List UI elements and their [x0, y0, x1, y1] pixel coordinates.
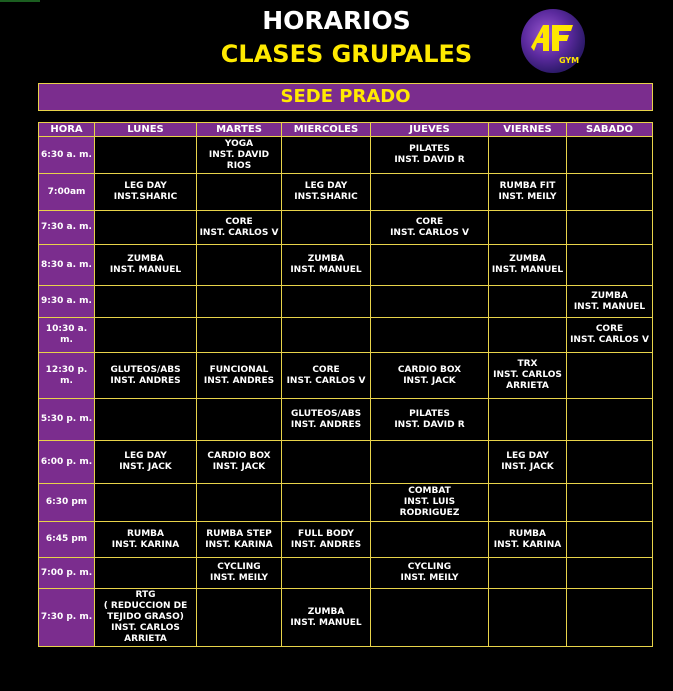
class-cell-lunes: RUMBA INST. KARINA	[95, 522, 197, 558]
class-cell-martes: YOGA INST. DAVID RIOS	[197, 137, 282, 174]
class-cell-lunes	[95, 318, 197, 353]
class-cell-lunes: ZUMBA INST. MANUEL	[95, 245, 197, 286]
class-cell-martes	[197, 484, 282, 522]
schedule-row	[39, 211, 653, 245]
class-cell-sabado	[567, 399, 653, 441]
class-cell-miercoles: CORE INST. CARLOS V	[282, 353, 371, 399]
class-cell-sabado	[567, 484, 653, 522]
column-header-martes: MARTES	[197, 123, 282, 137]
class-cell-jueves: CYCLING INST. MEILY	[371, 558, 489, 589]
class-cell-jueves	[371, 318, 489, 353]
class-cell-sabado	[567, 137, 653, 174]
class-cell-lunes	[95, 286, 197, 318]
time-slot: 6:30 a. m.	[39, 137, 95, 174]
schedule-row	[39, 484, 653, 522]
time-slot: 6:45 pm	[39, 522, 95, 558]
class-cell-miercoles: FULL BODY INST. ANDRES	[282, 522, 371, 558]
column-header-viernes: VIERNES	[489, 123, 567, 137]
gym-logo	[519, 7, 587, 75]
class-cell-lunes: LEG DAY INST. JACK	[95, 441, 197, 484]
column-header-jueves: JUEVES	[371, 123, 489, 137]
schedule-row	[39, 318, 653, 353]
class-cell-viernes	[489, 286, 567, 318]
class-cell-jueves	[371, 174, 489, 211]
time-slot: 7:30 p. m.	[39, 589, 95, 647]
class-cell-lunes	[95, 137, 197, 174]
class-cell-viernes: RUMBA INST. KARINA	[489, 522, 567, 558]
class-cell-jueves: PILATES INST. DAVID R	[371, 399, 489, 441]
schedule-row	[39, 353, 653, 399]
class-cell-martes: CYCLING INST. MEILY	[197, 558, 282, 589]
schedule-table	[38, 122, 653, 647]
class-cell-lunes: LEG DAY INST.SHARIC	[95, 174, 197, 211]
class-cell-viernes	[489, 558, 567, 589]
time-slot: 9:30 a. m.	[39, 286, 95, 318]
class-cell-miercoles	[282, 441, 371, 484]
logo-subtext: GYM	[559, 56, 580, 65]
class-cell-miercoles	[282, 211, 371, 245]
class-cell-miercoles	[282, 318, 371, 353]
class-cell-martes: FUNCIONAL INST. ANDRES	[197, 353, 282, 399]
class-cell-miercoles	[282, 137, 371, 174]
schedule-row	[39, 589, 653, 647]
time-slot: 5:30 p. m.	[39, 399, 95, 441]
class-cell-martes: RUMBA STEP INST. KARINA	[197, 522, 282, 558]
class-cell-viernes: ZUMBA INST. MANUEL	[489, 245, 567, 286]
class-cell-miercoles: GLUTEOS/ABS INST. ANDRES	[282, 399, 371, 441]
class-cell-sabado	[567, 211, 653, 245]
class-cell-sabado: ZUMBA INST. MANUEL	[567, 286, 653, 318]
class-cell-sabado: CORE INST. CARLOS V	[567, 318, 653, 353]
class-cell-jueves: CARDIO BOX INST. JACK	[371, 353, 489, 399]
class-cell-viernes	[489, 399, 567, 441]
time-slot: 6:00 p. m.	[39, 441, 95, 484]
class-cell-viernes: LEG DAY INST. JACK	[489, 441, 567, 484]
class-cell-jueves	[371, 286, 489, 318]
column-header-hora: HORA	[39, 123, 95, 137]
schedule-row	[39, 245, 653, 286]
header-row	[39, 123, 653, 137]
schedule-row	[39, 441, 653, 484]
class-cell-miercoles	[282, 558, 371, 589]
class-cell-jueves: PILATES INST. DAVID R	[371, 137, 489, 174]
class-cell-martes	[197, 174, 282, 211]
class-cell-miercoles: ZUMBA INST. MANUEL	[282, 245, 371, 286]
class-cell-sabado	[567, 245, 653, 286]
schedule-row	[39, 522, 653, 558]
page-title: HORARIOS	[262, 6, 411, 35]
class-cell-martes: CORE INST. CARLOS V	[197, 211, 282, 245]
column-header-lunes: LUNES	[95, 123, 197, 137]
class-cell-viernes	[489, 318, 567, 353]
class-cell-lunes: RTG ( REDUCCION DE TEJIDO GRASO) INST. CARLOS ARRIETA	[95, 589, 197, 647]
class-cell-viernes	[489, 484, 567, 522]
time-slot: 8:30 a. m.	[39, 245, 95, 286]
class-cell-lunes: GLUTEOS/ABS INST. ANDRES	[95, 353, 197, 399]
class-cell-sabado	[567, 589, 653, 647]
class-cell-miercoles	[282, 286, 371, 318]
time-slot: 7:00 p. m.	[39, 558, 95, 589]
time-slot: 7:00am	[39, 174, 95, 211]
class-cell-lunes	[95, 484, 197, 522]
schedule-row	[39, 399, 653, 441]
sede-banner: SEDE PRADO	[38, 83, 653, 111]
class-cell-viernes	[489, 589, 567, 647]
class-cell-sabado	[567, 353, 653, 399]
class-cell-viernes: TRX INST. CARLOS ARRIETA	[489, 353, 567, 399]
class-cell-lunes	[95, 399, 197, 441]
class-cell-jueves	[371, 522, 489, 558]
class-cell-martes: CARDIO BOX INST. JACK	[197, 441, 282, 484]
class-cell-lunes	[95, 211, 197, 245]
class-cell-martes	[197, 318, 282, 353]
class-cell-jueves: COMBAT INST. LUIS RODRIGUEZ	[371, 484, 489, 522]
class-cell-sabado	[567, 522, 653, 558]
time-slot: 10:30 a. m.	[39, 318, 95, 353]
class-cell-martes	[197, 245, 282, 286]
class-cell-sabado	[567, 174, 653, 211]
class-cell-jueves	[371, 589, 489, 647]
class-cell-jueves	[371, 441, 489, 484]
schedule-row	[39, 137, 653, 174]
class-cell-miercoles: ZUMBA INST. MANUEL	[282, 589, 371, 647]
schedule-row	[39, 558, 653, 589]
class-cell-viernes: RUMBA FIT INST. MEILY	[489, 174, 567, 211]
schedule-row	[39, 286, 653, 318]
class-cell-miercoles: LEG DAY INST.SHARIC	[282, 174, 371, 211]
class-cell-martes	[197, 589, 282, 647]
class-cell-lunes	[95, 558, 197, 589]
corner-mark	[0, 0, 40, 2]
class-cell-jueves: CORE INST. CARLOS V	[371, 211, 489, 245]
class-cell-viernes	[489, 211, 567, 245]
class-cell-martes	[197, 399, 282, 441]
time-slot: 12:30 p. m.	[39, 353, 95, 399]
time-slot: 6:30 pm	[39, 484, 95, 522]
class-cell-viernes	[489, 137, 567, 174]
class-cell-sabado	[567, 558, 653, 589]
class-cell-sabado	[567, 441, 653, 484]
class-cell-martes	[197, 286, 282, 318]
column-header-sabado: SABADO	[567, 123, 653, 137]
class-cell-miercoles	[282, 484, 371, 522]
class-cell-jueves	[371, 245, 489, 286]
schedule-row	[39, 174, 653, 211]
time-slot: 7:30 a. m.	[39, 211, 95, 245]
page-subtitle: CLASES GRUPALES	[220, 40, 473, 68]
column-header-miercoles: MIERCOLES	[282, 123, 371, 137]
